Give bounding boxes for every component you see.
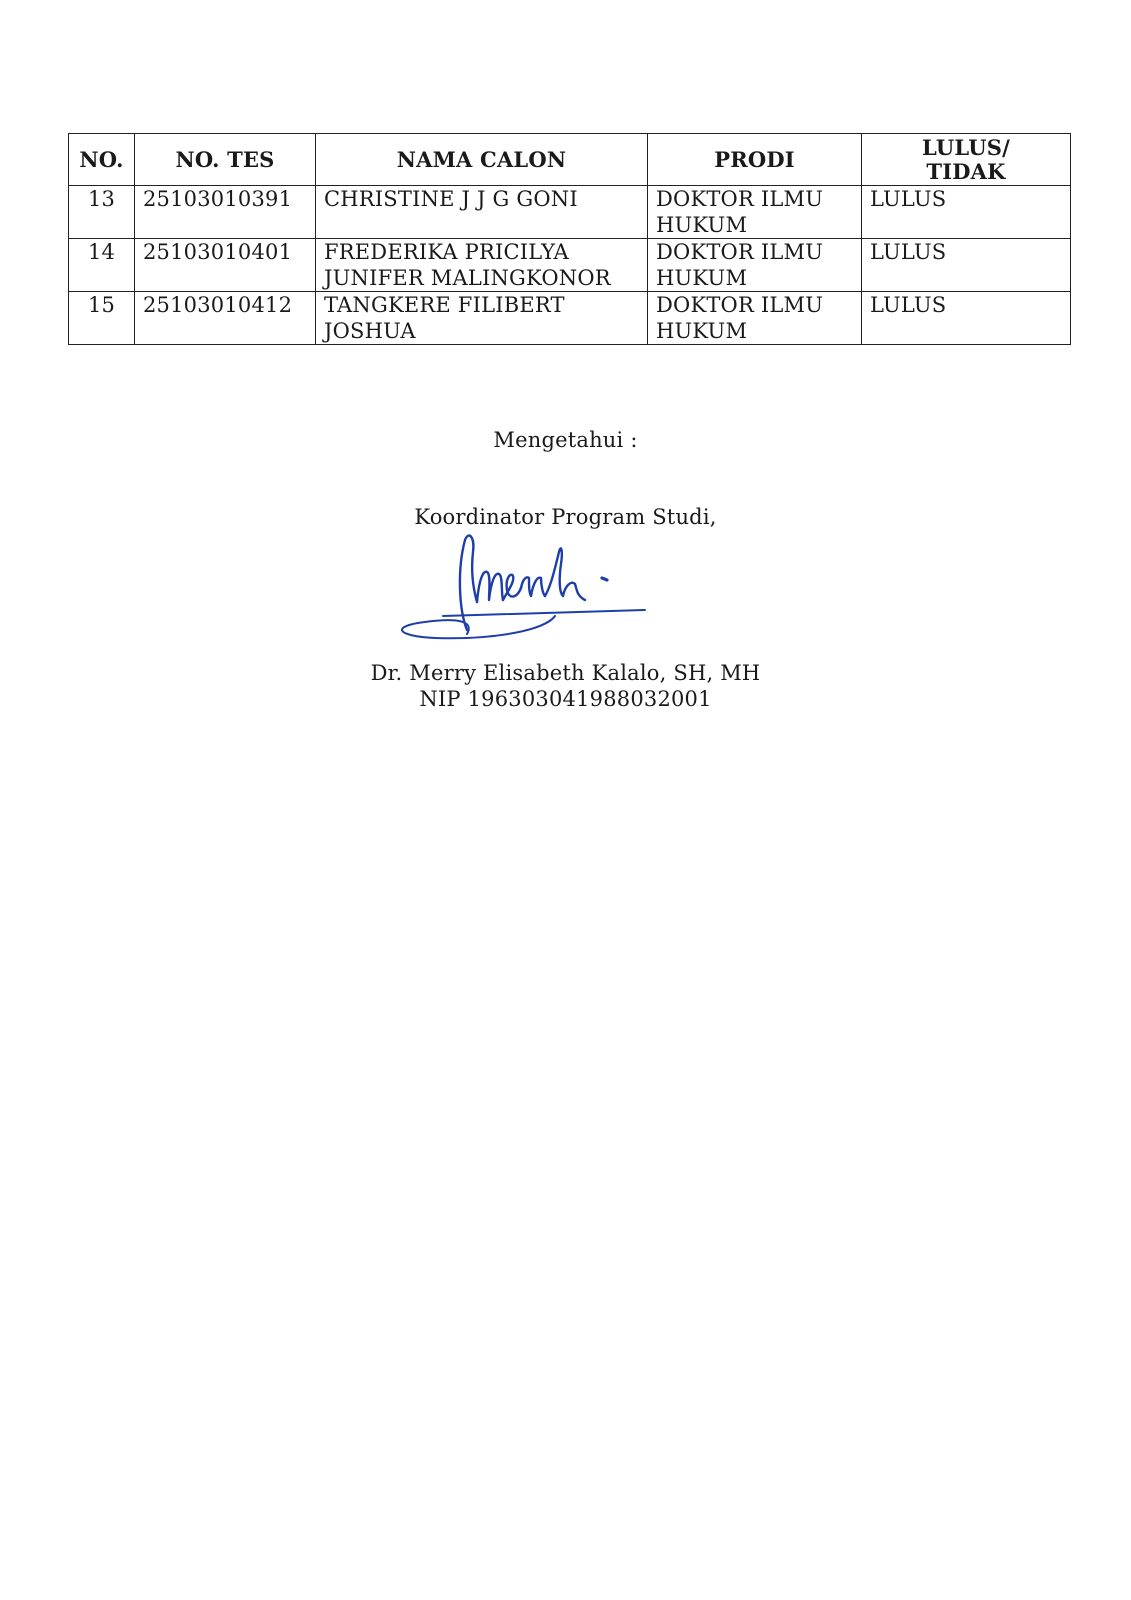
cell-no-tes: 25103010391 bbox=[135, 186, 316, 239]
header-lulus-line2: TIDAK bbox=[926, 158, 1006, 184]
signature-stroke bbox=[545, 548, 585, 600]
signer-name: Dr. Merry Elisabeth Kalalo, SH, MH bbox=[370, 661, 761, 685]
signature-stroke bbox=[602, 578, 607, 580]
cell-status: LULUS bbox=[862, 239, 1071, 292]
nama-line1: TANGKERE FILIBERT bbox=[324, 293, 565, 317]
table-row bbox=[69, 239, 1071, 292]
nama-line1: CHRISTINE J J G GONI bbox=[324, 187, 578, 211]
cell-prodi bbox=[648, 292, 862, 345]
prodi-line1: DOKTOR ILMU bbox=[656, 240, 824, 264]
cell-nama-calon bbox=[316, 186, 648, 239]
prodi-line1: DOKTOR ILMU bbox=[656, 293, 824, 317]
cell-prodi bbox=[648, 239, 862, 292]
table-row bbox=[69, 186, 1071, 239]
nama-line2: JUNIFER MALINGKONOR bbox=[324, 266, 611, 290]
cell-no: 15 bbox=[69, 292, 135, 345]
cell-no: 13 bbox=[69, 186, 135, 239]
signature-stroke bbox=[503, 575, 521, 600]
signature-stroke bbox=[402, 616, 555, 638]
signature-stroke bbox=[521, 577, 545, 596]
nama-line2: JOSHUA bbox=[324, 319, 416, 343]
acknowledge-label: Mengetahui : bbox=[493, 428, 638, 452]
header-no: NO. bbox=[69, 134, 135, 186]
cell-prodi bbox=[648, 186, 862, 239]
cell-nama-calon bbox=[316, 239, 648, 292]
header-prodi: PRODI bbox=[648, 134, 862, 186]
signer-nip: NIP 196303041988032001 bbox=[419, 687, 712, 711]
nama-line1: FREDERIKA PRICILYA bbox=[324, 240, 569, 264]
handwritten-signature bbox=[395, 530, 665, 660]
table-row bbox=[69, 292, 1071, 345]
signature-strokes bbox=[402, 536, 645, 639]
header-no-tes: NO. TES bbox=[135, 134, 316, 186]
prodi-line2: HUKUM bbox=[656, 319, 748, 343]
header-lulus-line1: LULUS/ bbox=[922, 134, 1010, 160]
cell-status: LULUS bbox=[862, 186, 1071, 239]
table-header-row bbox=[69, 134, 1071, 186]
position-title: Koordinator Program Studi, bbox=[414, 505, 717, 529]
results-table bbox=[68, 133, 1071, 345]
signature-stroke bbox=[477, 572, 503, 602]
prodi-line2: HUKUM bbox=[656, 266, 748, 290]
prodi-line2: HUKUM bbox=[656, 213, 748, 237]
prodi-line1: DOKTOR ILMU bbox=[656, 187, 824, 211]
header-nama-calon: NAMA CALON bbox=[316, 134, 648, 186]
cell-no-tes: 25103010412 bbox=[135, 292, 316, 345]
cell-nama-calon bbox=[316, 292, 648, 345]
cell-no: 14 bbox=[69, 239, 135, 292]
cell-status: LULUS bbox=[862, 292, 1071, 345]
header-lulus-tidak bbox=[862, 134, 1071, 186]
cell-no-tes: 25103010401 bbox=[135, 239, 316, 292]
signature-stroke bbox=[443, 610, 645, 616]
